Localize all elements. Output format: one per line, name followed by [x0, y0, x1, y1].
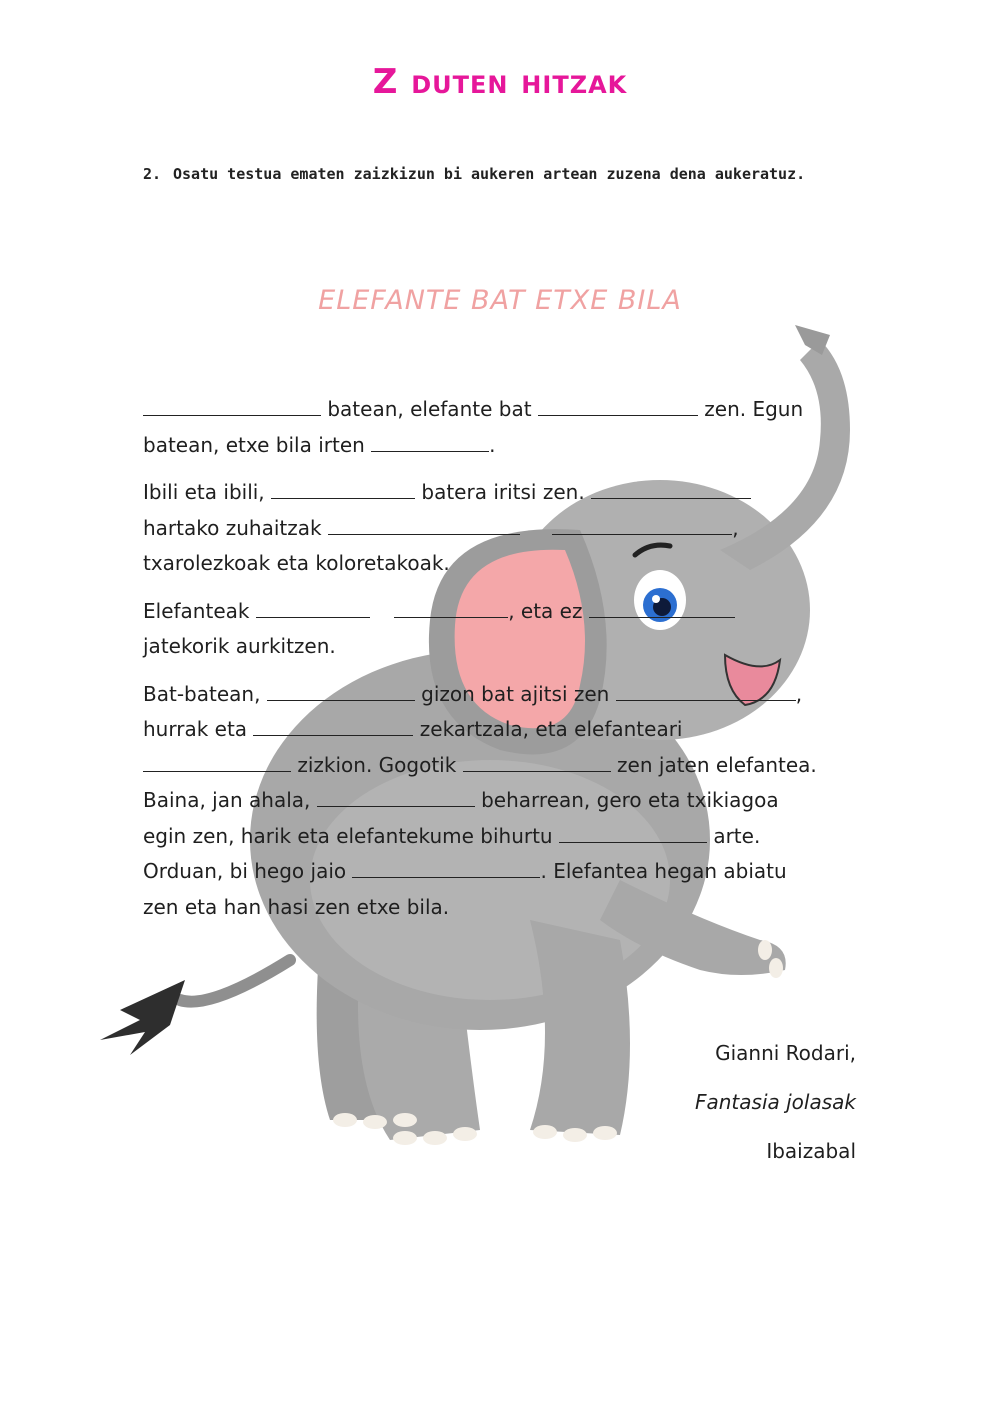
story-fragment: zizkion. Gogotik — [297, 752, 457, 777]
story-fragment: zen jaten elefantea. — [617, 752, 817, 777]
story-fragment: egin zen, harik eta elefantekume bihurtu — [143, 823, 553, 848]
story-fragment: batera iritsi zen. — [421, 480, 585, 504]
answer-blank[interactable] — [589, 601, 735, 618]
answer-blank[interactable] — [559, 826, 707, 843]
credit-book: Fantasia jolasak — [695, 1090, 856, 1114]
story-fragment: batean, etxe bila irten — [143, 432, 365, 457]
story-fragment: Ibili eta ibili, — [143, 480, 265, 504]
story-fragment: batean, elefante bat — [327, 397, 532, 421]
answer-blank[interactable] — [317, 790, 475, 807]
answer-blank[interactable] — [271, 482, 415, 499]
answer-blank[interactable] — [143, 755, 291, 772]
answer-blank[interactable] — [463, 755, 611, 772]
answer-blank[interactable] — [352, 861, 540, 878]
story-fragment: beharrean, gero eta txikiagoa — [481, 788, 779, 812]
story-fragment: Baina, jan ahala, — [143, 788, 311, 812]
story-paragraph-3 — [143, 594, 863, 665]
story-fragment: Bat-batean, — [143, 681, 261, 706]
answer-blank[interactable] — [394, 601, 508, 618]
answer-blank[interactable] — [538, 399, 698, 416]
story-fragment: , — [795, 681, 803, 706]
instruction — [143, 160, 855, 189]
story-title: ELEFANTE BAT ETXE BILA — [318, 285, 682, 316]
answer-blank[interactable] — [328, 518, 520, 535]
story-fragment: gizon bat ajitsi zen — [421, 681, 610, 706]
story-fragment: , — [732, 515, 739, 540]
story-paragraph-1 — [143, 392, 863, 463]
page-title: Z duten hitzak — [372, 62, 628, 102]
story-fragment: arte. — [713, 823, 761, 848]
tail-tuft — [100, 980, 185, 1055]
story-fragment: Elefanteak — [143, 598, 250, 623]
story-paragraph-2 — [143, 475, 863, 582]
answer-blank[interactable] — [616, 684, 796, 701]
story-text — [143, 392, 863, 937]
answer-blank[interactable] — [371, 435, 489, 452]
answer-blank[interactable] — [552, 518, 732, 535]
story-fragment: zen. Egun — [704, 397, 804, 421]
story-paragraph-4 — [143, 677, 863, 926]
answer-blank[interactable] — [267, 684, 415, 701]
answer-blank[interactable] — [256, 601, 370, 618]
story-fragment: jatekorik aurkitzen. — [143, 634, 336, 658]
story-fragment: . Elefantea hegan abiatu — [540, 859, 787, 883]
story-fragment: . — [489, 432, 496, 457]
instruction-number: 2. — [143, 165, 162, 183]
story-fragment: hurrak eta — [143, 717, 248, 741]
story-fragment: zekartzala, eta elefanteari — [419, 717, 683, 741]
story-fragment: zen eta han hasi zen etxe bila. — [143, 894, 450, 919]
credit-publisher: Ibaizabal — [766, 1139, 856, 1163]
story-fragment: Orduan, bi hego jaio — [143, 859, 347, 883]
instruction-text: Osatu testua ematen zaizkizun bi aukeren artean zuzena dena aukeratuz. — [173, 165, 806, 183]
story-fragment: , eta ez — [508, 598, 583, 623]
story-fragment: hartako zuhaitzak — [143, 515, 322, 540]
story-fragment: txarolezkoak eta koloretakoak. — [143, 551, 450, 575]
answer-blank[interactable] — [253, 719, 413, 736]
credit-author: Gianni Rodari, — [715, 1041, 856, 1065]
answer-blank[interactable] — [143, 399, 321, 416]
answer-blank[interactable] — [591, 482, 751, 499]
